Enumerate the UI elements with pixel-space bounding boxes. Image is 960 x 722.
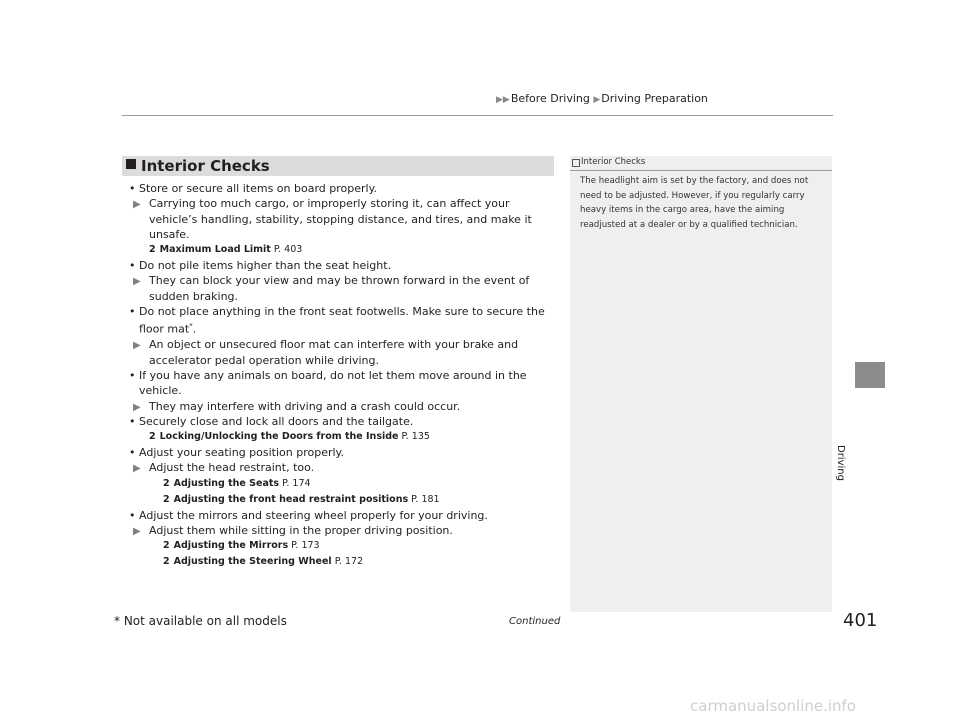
cross-reference[interactable]: 2 Adjusting the front head restraint positions P. 181 [163, 493, 440, 505]
list-item: • Do not place anything in the front seat footwells. Make sure to secure the floor mat*. [129, 305, 545, 337]
arrow-icon: ▶ [133, 276, 141, 288]
main-content [129, 181, 559, 570]
section-title: Interior Checks [141, 157, 270, 175]
reference-icon: 2 [163, 493, 170, 505]
reference-icon: 2 [149, 244, 156, 256]
sub-item: ▶ They can block your view and may be thrown forward in the event of sudden braking. [133, 274, 530, 303]
sub-item: ▶ Adjust them while sitting in the proper driving position. [129, 523, 559, 538]
breadcrumb [496, 92, 708, 105]
cross-reference[interactable]: 2 Maximum Load Limit P. 403 [149, 244, 303, 256]
list-item: • Store or secure all items on board properly. [129, 182, 378, 195]
arrow-icon: ▶▶ [496, 95, 510, 105]
list-item: • Adjust the mirrors and steering wheel properly for your driving. [129, 508, 488, 522]
cross-reference[interactable]: 2 Adjusting the Mirrors P. 173 [163, 540, 320, 552]
page-number: 401 [843, 610, 878, 631]
list-item: • Securely close and lock all doors and the tailgate. [129, 414, 414, 428]
arrow-icon: ▶ [133, 526, 141, 537]
sidebar-title: Interior Checks [581, 157, 646, 167]
sub-item: ▶ An object or unsecured floor mat can interfere with your brake and accelerator pedal operation while driving. [133, 338, 519, 367]
sidebar-header [570, 156, 832, 171]
continued-label: Continued [509, 616, 561, 627]
reference-icon: 2 [149, 431, 156, 443]
note-icon [572, 159, 580, 167]
section-header [122, 156, 554, 176]
arrow-icon: ▶ [133, 199, 141, 211]
reference-icon: 2 [163, 540, 170, 552]
chapter-tab-label: Driving [835, 445, 846, 481]
header-divider [122, 115, 833, 116]
footnote-mark: * [189, 322, 193, 331]
sidebar-body: The headlight aim is set by the factory, and does not need to be adjusted. However, if you regularly carry heavy items in the cargo area, have the aiming readjusted at a dealer or by a qualified technician. [580, 176, 809, 230]
list-item: • If you have any animals on board, do not let them move around in the vehicle. [129, 368, 527, 398]
reference-icon: 2 [163, 556, 170, 568]
square-bullet-icon [126, 159, 136, 169]
arrow-icon: ▶ [133, 401, 141, 413]
list-item: • Adjust your seating position properly. [129, 446, 344, 460]
cross-reference[interactable]: 2 Locking/Unlocking the Doors from the Inside P. 135 [149, 431, 430, 443]
sub-item: ▶ Carrying too much cargo, or improperly storing it, can affect your vehicle’s handling, stability, stopping distance, and tires, and make it unsafe. [133, 197, 532, 241]
footnote: * Not available on all models [114, 614, 287, 628]
sub-item: ▶ They may interfere with driving and a crash could occur. [129, 399, 559, 414]
cross-reference[interactable]: 2 Adjusting the Seats P. 174 [163, 477, 311, 489]
arrow-icon: ▶ [133, 463, 141, 475]
cross-reference[interactable]: 2 Adjusting the Steering Wheel P. 172 [163, 556, 364, 568]
breadcrumb-item: Before Driving [510, 92, 590, 105]
watermark: carmanualsonline.info [690, 697, 856, 715]
reference-icon: 2 [163, 477, 170, 489]
breadcrumb-item: Driving Preparation [601, 92, 708, 105]
chapter-tab [855, 362, 885, 388]
arrow-icon: ▶ [133, 340, 141, 352]
arrow-icon: ▶ [593, 95, 601, 105]
list-item: • Do not pile items higher than the seat height. [129, 259, 392, 273]
sidebar-note [570, 156, 832, 612]
sub-item: ▶ Adjust the head restraint, too. [129, 460, 559, 475]
